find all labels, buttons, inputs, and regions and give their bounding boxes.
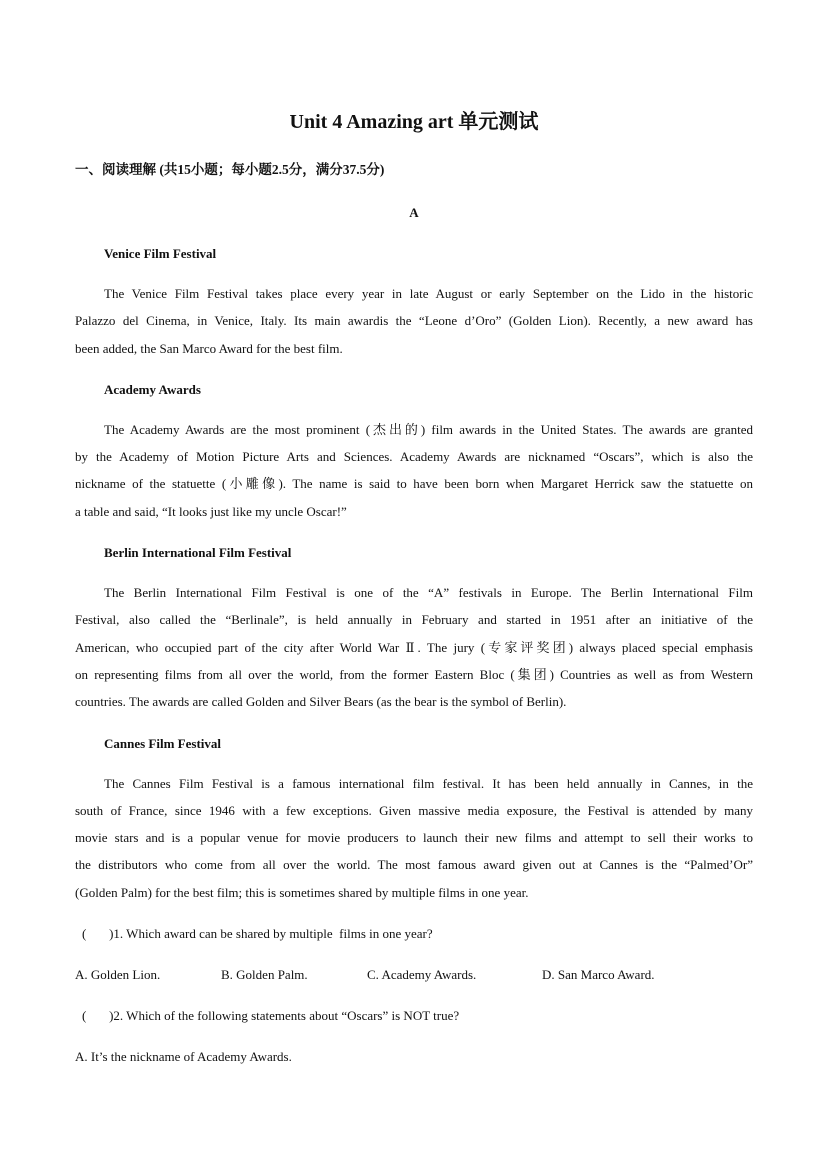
question-2: ( )2. Which of the following statements about “Oscars” is NOT true? xyxy=(82,1008,460,1024)
option-b: B. Golden Palm. xyxy=(221,967,308,983)
festival-heading: Venice Film Festival xyxy=(104,246,217,261)
paragraph-line: the distributors who come from all over the world. The most famous award given out at Cannes is the “Palmed’Or” xyxy=(75,857,753,873)
page-title: Unit 4 Amazing art 单元测试 xyxy=(289,111,539,133)
option-d: D. San Marco Award. xyxy=(542,967,655,983)
option-c: C. Academy Awards. xyxy=(367,967,477,983)
paragraph-line: movie stars and is a popular venue for movie producers to launch their new films and attempt to sell their works to xyxy=(75,830,753,846)
question-1: ( )1. Which award can be shared by multiple films in one year? xyxy=(82,926,433,942)
paragraph-line: a table and said, “It looks just like my uncle Oscar!” xyxy=(75,503,347,519)
passage-paragraph xyxy=(75,416,753,525)
paragraph-line: Palazzo del Cinema, in Venice, Italy. Its main awardis the “Leone d’Oro” (Golden Lion). Recently, a new award has xyxy=(75,313,753,329)
option-a: A. It’s the nickname of Academy Awards. xyxy=(75,1049,292,1065)
document-page xyxy=(75,108,753,1070)
paragraph-line: by the Academy of Motion Picture Arts and Sciences. Academy Awards are nicknamed “Oscars”, which is also the xyxy=(75,449,753,465)
festival-heading: Berlin International Film Festival xyxy=(104,545,292,561)
festival-heading: Cannes Film Festival xyxy=(104,735,221,751)
option-a: A. Golden Lion. xyxy=(75,967,161,983)
passage-paragraph xyxy=(75,770,753,906)
festival-heading: Academy Awards xyxy=(104,381,201,397)
paragraph-line: countries. The awards are called Golden and Silver Bears (as the bear is the symbol of Berlin). xyxy=(75,694,567,710)
paragraph-line: American, who occupied part of the city after World War Ⅱ. The jury (专家评奖团) always placed special emphasis xyxy=(75,639,753,655)
paragraph-line: been added, the San Marco Award for the best film. xyxy=(75,340,343,356)
paragraph-line: south of France, since 1946 with a few exceptions. Given massive media exposure, the Festival is attended by many xyxy=(75,802,753,818)
paragraph-line: nickname of the statuette (小雕像). The name is said to have been born when Margaret Herrick saw the statuette on xyxy=(75,476,753,492)
passage-paragraph xyxy=(75,579,753,715)
paragraph-line: The Cannes Film Festival is a famous international film festival. It has been held annually in Cannes, in the xyxy=(104,775,753,791)
question-1-options xyxy=(75,961,753,988)
paragraph-line: The Berlin International Film Festival is one of the “A” festivals in Europe. The Berlin International Film xyxy=(104,585,753,601)
passage-paragraph xyxy=(75,280,753,362)
paragraph-line: Festival, also called the “Berlinale”, is held annually in February and started in 1951 after an initiative of the xyxy=(75,612,753,628)
paragraph-line: on representing films from all over the world, from the former Eastern Bloc (集团) Countries as well as from Western xyxy=(75,666,753,682)
passage-label: A xyxy=(409,205,419,220)
paragraph-line: The Venice Film Festival takes place every year in late August or early September on the Lido in the historic xyxy=(104,286,753,301)
paragraph-line: The Academy Awards are the most prominent (杰出的) film awards in the United States. The awards are granted xyxy=(104,421,753,437)
section-heading: 一、阅读理解 (共15小题；每小题2.5分，满分37.5分) xyxy=(75,162,385,177)
paragraph-line: (Golden Palm) for the best film; this is sometimes shared by multiple films in one year. xyxy=(75,884,529,900)
